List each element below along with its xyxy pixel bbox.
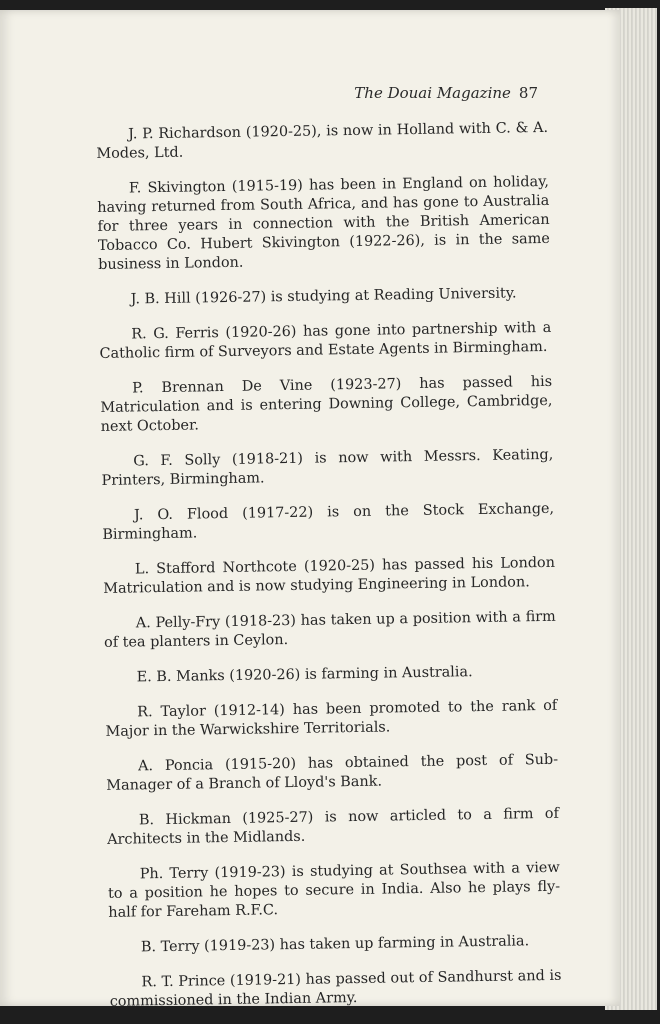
news-entry: B. Terry (1919-23) has taken up farming in Australia. xyxy=(140,933,530,956)
page-number: 87 xyxy=(518,84,538,102)
news-entries xyxy=(96,119,562,1024)
news-entry: R. T. Prince (1919-21) has passed out of Sandhurst and is commissioned in the Indian Army. xyxy=(109,967,562,1010)
news-entry: J. B. Hill (1926-27) is studying at Reading University. xyxy=(130,285,517,308)
magazine-title: The Douai Magazine xyxy=(354,84,511,102)
news-entry: B. Hickman (1925-27) is now articled to a firm of Architects in the Midlands. xyxy=(107,805,559,848)
news-entry: R. G. Ferris (1920-26) has gone into partnership with a Catholic firm of Surveyors and Estate Agents in Birmingham. xyxy=(99,319,552,362)
running-head xyxy=(300,84,538,102)
news-entry: E. B. Manks (1920-26) is farming in Australia. xyxy=(136,664,473,686)
news-entry: G. F. Solly (1918-21) is now with Messrs. Keating, Printers, Birmingham. xyxy=(101,446,554,489)
news-entry: J. O. Flood (1917-22) is on the Stock Exchange, Birmingham. xyxy=(102,500,555,543)
news-entry: A. Poncia (1915-20) has obtained the post of Sub-Manager of a Branch of Lloyd's Bank. xyxy=(106,751,559,794)
news-entry: L. Stafford Northcote (1920-25) has passed his London Matriculation and is now studying Engineering in London. xyxy=(103,554,556,597)
news-entry: F. Skivington (1915-19) has been in England on holiday, having returned from South Africa, and has gone to Australia for three years in connection with the British American Tobacco Co. Hubert Skivington (1922-26), is in the same business in London. xyxy=(97,173,550,273)
news-entry: R. Taylor (1912-14) has been promoted to the rank of Major in the Warwickshire Territorials. xyxy=(105,697,558,740)
book-page xyxy=(0,10,620,1010)
news-entry: A. Pelly-Fry (1918-23) has taken up a position with a firm of tea planters in Ceylon. xyxy=(103,608,556,651)
news-entry: J. P. Richardson (1920-25), is now in Holland with C. & A. Modes, Ltd. xyxy=(96,119,549,162)
news-entry: P. Brennan De Vine (1923-27) has passed his Matriculation and is entering Downing College, Cambridge, next October. xyxy=(100,373,553,435)
news-entry: Ph. Terry (1919-23) is studying at Southsea with a view to a position he hopes to secure in India. Also he plays fly-half for Fareham R.F.C. xyxy=(107,859,561,921)
